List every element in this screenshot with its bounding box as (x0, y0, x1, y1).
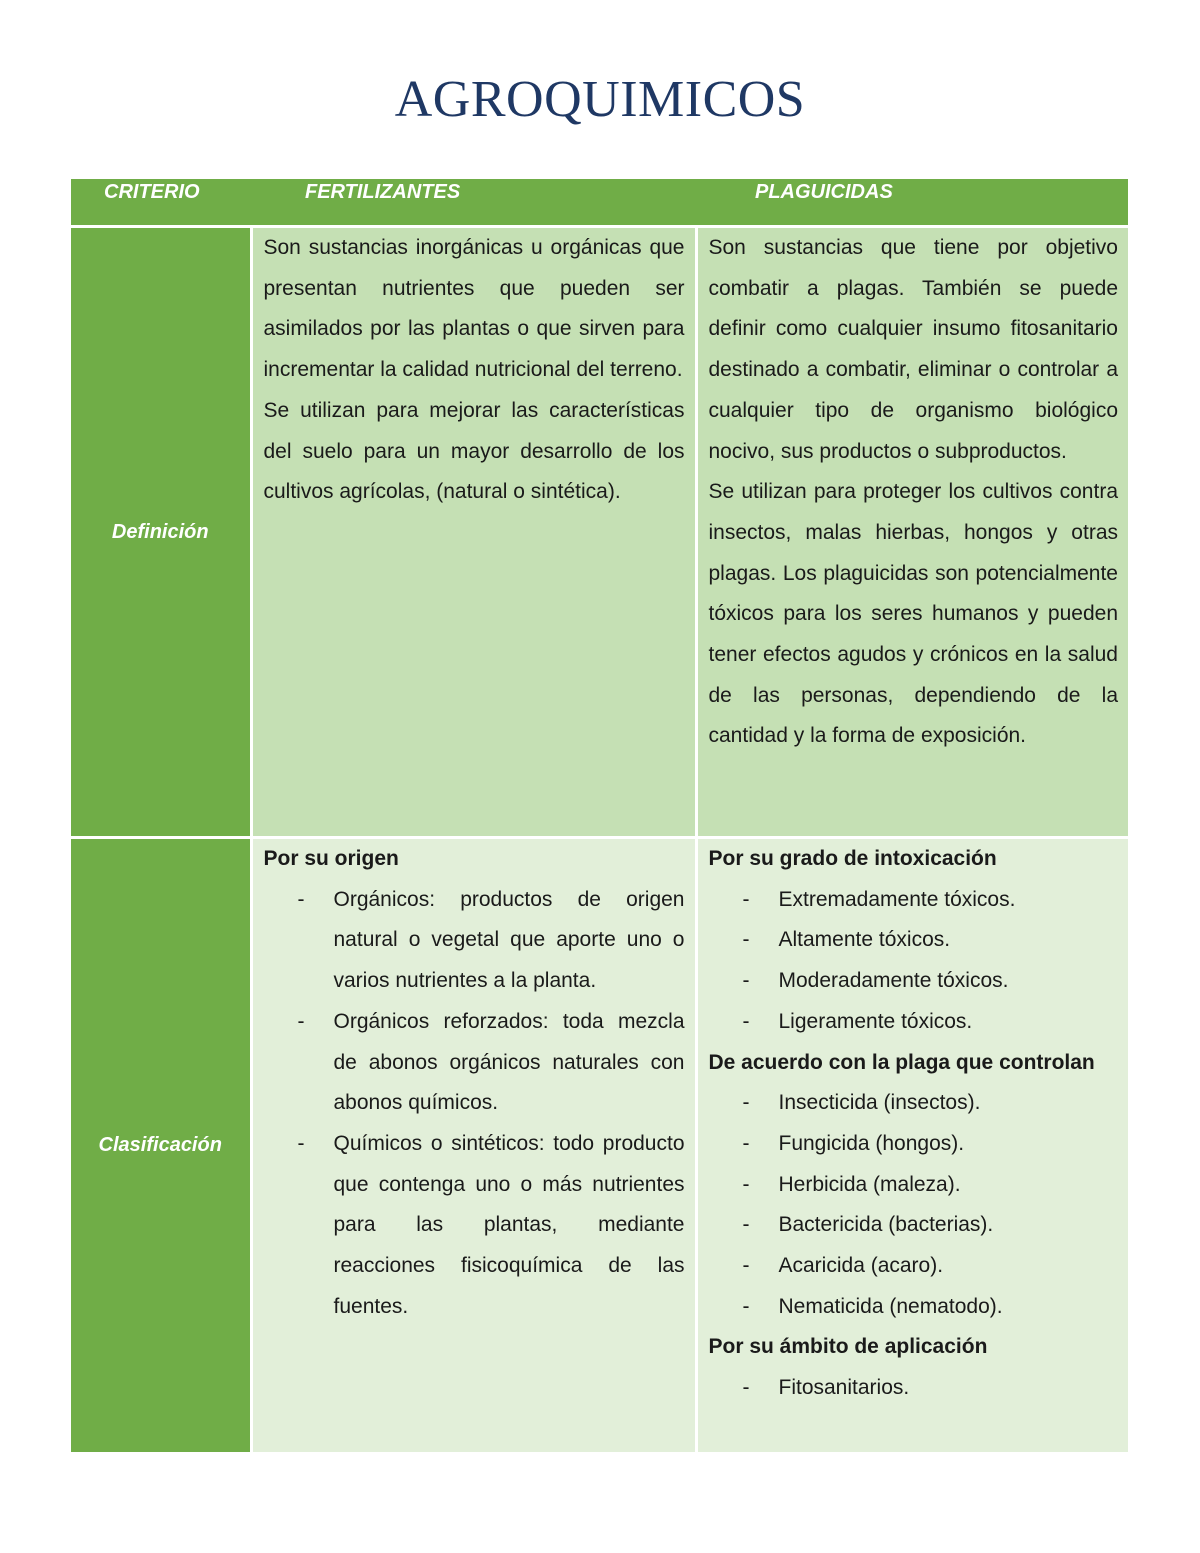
row-definicion (71, 227, 1128, 838)
criterio-clasificacion: Clasificación (71, 838, 251, 1452)
list-item: - Herbicida (maleza). (742, 1172, 961, 1196)
list-item: - Químicos o sintéticos: todo producto que contenga uno o más nutrientes para las plantas, mediante reacciones fisicoquímica de las fuentes. (297, 1131, 685, 1318)
list-item: - Acaricida (acaro). (742, 1254, 944, 1278)
list-item: - Fungicida (hongos). (742, 1131, 965, 1155)
list-item: - Extremadamente tóxicos. (742, 887, 1016, 911)
list-item: - Fitosanitarios. (742, 1376, 910, 1400)
paragraph: Son sustancias que tiene por objetivo combatir a plagas. También se puede definir como cualquier insumo fitosanitario destinado a combatir, eliminar o controlar a cualquier tipo de organismo biológico nocivo, sus productos o subproductos. (708, 236, 1118, 463)
row-clasificacion (71, 838, 1128, 1452)
list-item: - Insecticida (insectos). (742, 1091, 981, 1115)
criterio-definicion: Definición (71, 227, 251, 838)
section-heading: Por su grado de intoxicación (708, 847, 997, 870)
header-fertilizantes: FERTILIZANTES (251, 179, 696, 227)
definicion-fertilizantes (251, 227, 696, 838)
clasificacion-fertilizantes (251, 838, 696, 1452)
paragraph: Se utilizan para proteger los cultivos contra insectos, malas hierbas, hongos y otras plagas. Los plaguicidas son potencialmente tóxicos para los seres humanos y pueden tener efectos agudos y crónicos en la salud de las personas, dependiendo de la cantidad y la forma de exposición. (708, 480, 1118, 748)
list (709, 1368, 1119, 1409)
list-item: - Ligeramente tóxicos. (742, 1009, 973, 1033)
list (709, 880, 1119, 1043)
list-item: - Orgánicos reforzados: toda mezcla de abonos orgánicos naturales con abonos químicos. (297, 1009, 685, 1115)
list-item: - Altamente tóxicos. (742, 928, 951, 952)
list (709, 1083, 1119, 1327)
list (264, 880, 685, 1328)
section-heading: Por su origen (263, 847, 399, 870)
page-title: AGROQUIMICOS (394, 71, 806, 128)
header-plaguicidas: PLAGUICIDAS (696, 179, 1128, 227)
list-item: - Orgánicos: productos de origen natural o vegetal que aporte uno o varios nutrientes a la planta. (297, 887, 685, 993)
header-criterio: CRITERIO (71, 179, 251, 227)
header-row (71, 179, 1128, 227)
section-heading: Por su ámbito de aplicación (708, 1335, 988, 1359)
paragraph: Son sustancias inorgánicas u orgánicas que presentan nutrientes que pueden ser asimilados por las plantas o que sirven para incrementar la calidad nutricional del terreno. (263, 236, 685, 382)
section-heading: De acuerdo con la plaga que controlan (708, 1050, 1095, 1074)
definicion-plaguicidas (696, 227, 1128, 838)
clasificacion-plaguicidas (696, 838, 1128, 1452)
list-item: - Nematicida (nematodo). (742, 1294, 1003, 1318)
paragraph: Se utilizan para mejorar las características del suelo para un mayor desarrollo de los cultivos agrícolas, (natural o sintética). (263, 398, 685, 504)
list-item: - Bactericida (bacterias). (742, 1213, 994, 1237)
agroquimicos-table (71, 179, 1128, 1452)
list-item: - Moderadamente tóxicos. (742, 969, 1009, 993)
